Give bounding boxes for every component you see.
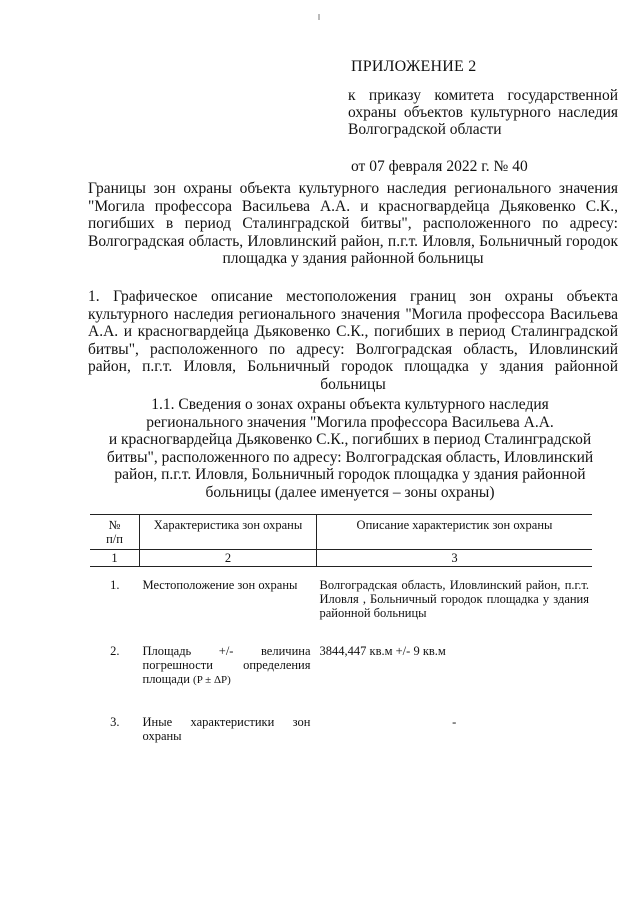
row-description: 3844,447 кв.м +/- 9 кв.м <box>319 644 446 658</box>
subsection-line: больницы (далее именуется – зоны охраны) <box>205 483 495 501</box>
appendix-title: ПРИЛОЖЕНИЕ 2 <box>351 58 477 75</box>
table-row <box>90 620 592 687</box>
appendix-order-reference: к приказу комитета государственной охраны объектов культурного наследия Волгоградской области <box>348 87 618 138</box>
scan-artifact-mark <box>318 14 320 20</box>
header-number-pp: п/п <box>106 532 123 546</box>
appendix-date: от 07 февраля 2022 г. № 40 <box>351 158 528 175</box>
row-description: - <box>452 715 457 729</box>
subsection-line: 1.1. Сведения о зонах охраны объекта культурного наследия <box>151 396 549 413</box>
subsection-line: и красногвардейца Дьяковенко С.К., погибших в период Сталинградской <box>108 431 592 448</box>
zones-table <box>90 514 592 743</box>
subsection-line: регионального значения "Могила профессора Васильева А.А. <box>146 413 554 431</box>
row-number: 1. <box>110 578 120 592</box>
subsection-line: район, п.г.т. Иловля, Больничный городок площадка у здания районной <box>114 466 586 483</box>
subsection-line: битвы", расположенного по адресу: Волгоградская область, Иловлинский <box>106 448 594 466</box>
table-header-row <box>90 515 592 550</box>
document-heading: Границы зон охраны объекта культурного наследия регионального значения "Могила профессора Васильева А.А. и красногвардейца Дьяковенко С.К., погибших в период Сталинградской битвы", расположенного по адресу: Волгоградская область, Иловлинский район, п.г.т. Иловля, Больничный городок площадка у здания районной больницы <box>88 180 618 267</box>
section-1-paragraph: 1. Графическое описание местоположения границ зон охраны объекта культурного наследия регионального значения "Могила профессора Васильева А.А. и красногвардейца Дьяковенко С.К., погибших в период Сталинградской битвы", расположенного по адресу: Волгоградская область, Иловлинский район, п.г.т. Иловля, Больничный городок площадка у здания районной больницы <box>88 288 618 393</box>
row-characteristic <box>140 620 317 687</box>
header-description: Описание характеристик зон охраны <box>317 515 593 550</box>
column-number: 3 <box>317 550 593 567</box>
header-characteristic: Характеристика зон охраны <box>140 515 317 550</box>
table-row <box>90 567 592 621</box>
table-row <box>90 687 592 743</box>
column-number-row <box>90 550 592 567</box>
area-error-formula: (P ± ΔP) <box>193 674 231 686</box>
column-number: 2 <box>140 550 317 567</box>
appendix-block <box>348 58 618 175</box>
subsection-1-1 <box>100 396 600 501</box>
row-number: 3. <box>110 715 120 729</box>
header-number-sign: № <box>108 518 121 532</box>
header-number <box>90 515 140 550</box>
row-characteristic: Местоположение зон охраны <box>142 578 298 592</box>
row-characteristic-text: Площадь +/- величина погрешности определения площади <box>142 644 311 686</box>
column-number: 1 <box>90 550 140 567</box>
row-characteristic: Иные характеристики зон охраны <box>142 715 311 743</box>
row-description: Волгоградская область, Иловлинский район, п.г.т. Иловля , Больничный городок площадка у здания районной больницы <box>319 578 589 620</box>
row-number: 2. <box>110 644 120 658</box>
